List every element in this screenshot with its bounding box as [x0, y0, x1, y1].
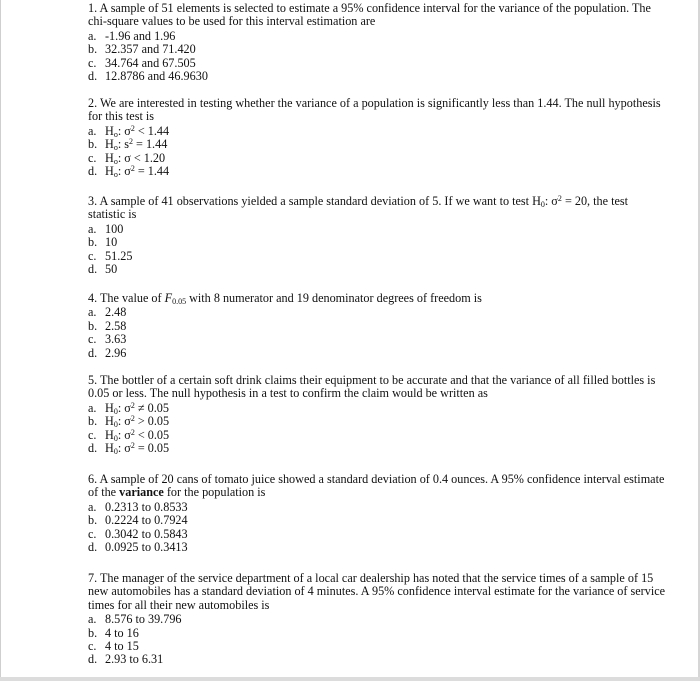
option-c: c. 4 to 15 [88, 639, 139, 654]
option-a: a. 100 [88, 221, 124, 236]
question-text: 1. A sample of 51 elements is selected to estimate a 95% confidence interval for the variance of the population. The chi-square values to be used for this interval estimation are [88, 1, 651, 29]
option-c: c. 3.63 [88, 332, 127, 347]
option-b: b. 2.58 [88, 318, 127, 333]
option-a: a. -1.96 and 1.96 [88, 28, 176, 43]
question-4 [88, 292, 668, 360]
option-b: b. 4 to 16 [88, 625, 139, 640]
question-1 [88, 2, 668, 83]
option-b: b. 10 [88, 235, 118, 250]
question-text: 7. The manager of the service department of a local car dealership has noted that the service times of a sample of 15 new automobiles has a standard deviation of 4 minutes. A 95% confidence interval estimate for the variance of service times for all their new automobiles is [88, 571, 666, 612]
option-d: d. $H_o$: $\sigma^2 = 1.44$ [88, 164, 170, 180]
question-7 [88, 572, 668, 667]
question-6 [88, 473, 668, 554]
option-c: c. 0.3042 to 0.5843 [88, 526, 188, 541]
option-d: d. 50 [88, 262, 118, 277]
option-d: d. 12.8786 and 46.9630 [88, 69, 208, 84]
option-d: d. 2.93 to 6.31 [88, 652, 164, 667]
option-b: b. $H_o$: $s^2 = 1.44$ [88, 137, 168, 153]
option-a: a. 2.48 [88, 305, 127, 320]
option-a: a. 0.2313 to 0.8533 [88, 499, 188, 514]
page-border-left [0, 0, 1, 681]
option-b: b. 0.2224 to 0.7924 [88, 513, 188, 528]
option-d: d. 0.0925 to 0.3413 [88, 540, 188, 555]
option-d: d. 2.96 [88, 345, 127, 360]
question-2 [88, 97, 668, 178]
option-b: b. $H_0$: $\sigma^2 > 0.05$ [88, 414, 170, 430]
option-a: a. 8.576 to 39.796 [88, 612, 182, 627]
question-text: 2. We are interested in testing whether the variance of a population is significantly less than 1.44. The null hypothesis for this test is [88, 96, 661, 124]
question-text: 3. A sample of 41 observations yielded a sample standard deviation of 5. If we want to test $H_0$: $\sigma^2 = 20$, the test statistic is [88, 194, 628, 222]
question-text: 6. A sample of 20 cans of tomato juice showed a standard deviation of 0.4 ounces. A 95% confidence interval estimate of the variance for the population is [88, 472, 665, 500]
option-c: c. 34.764 and 67.505 [88, 55, 196, 70]
option-c: c. $H_o$: σ < 1.20 [88, 150, 166, 166]
question-text: 4. The value of $F_{0.05}$ with 8 numerator and 19 denominator degrees of freedom is [88, 291, 482, 306]
question-3 [88, 195, 668, 276]
page-border-bottom [0, 677, 700, 681]
option-c: c. $H_0$: $\sigma^2 < 0.05$ [88, 427, 170, 443]
question-5 [88, 374, 668, 455]
question-text: 5. The bottler of a certain soft drink claims their equipment to be accurate and that the variance of all filled bottles is 0.05 or less. The null hypothesis in a test to confirm the claim would be written as [88, 373, 656, 401]
option-c: c. 51.25 [88, 248, 133, 263]
option-a: a. $H_o$: $\sigma^2 < 1.44$ [88, 123, 170, 139]
option-d: d. $H_0$: $\sigma^2 = 0.05$ [88, 441, 170, 457]
option-a: a. $H_0$: $\sigma^2 \ne 0.05$ [88, 400, 169, 416]
option-b: b. 32.357 and 71.420 [88, 42, 196, 57]
